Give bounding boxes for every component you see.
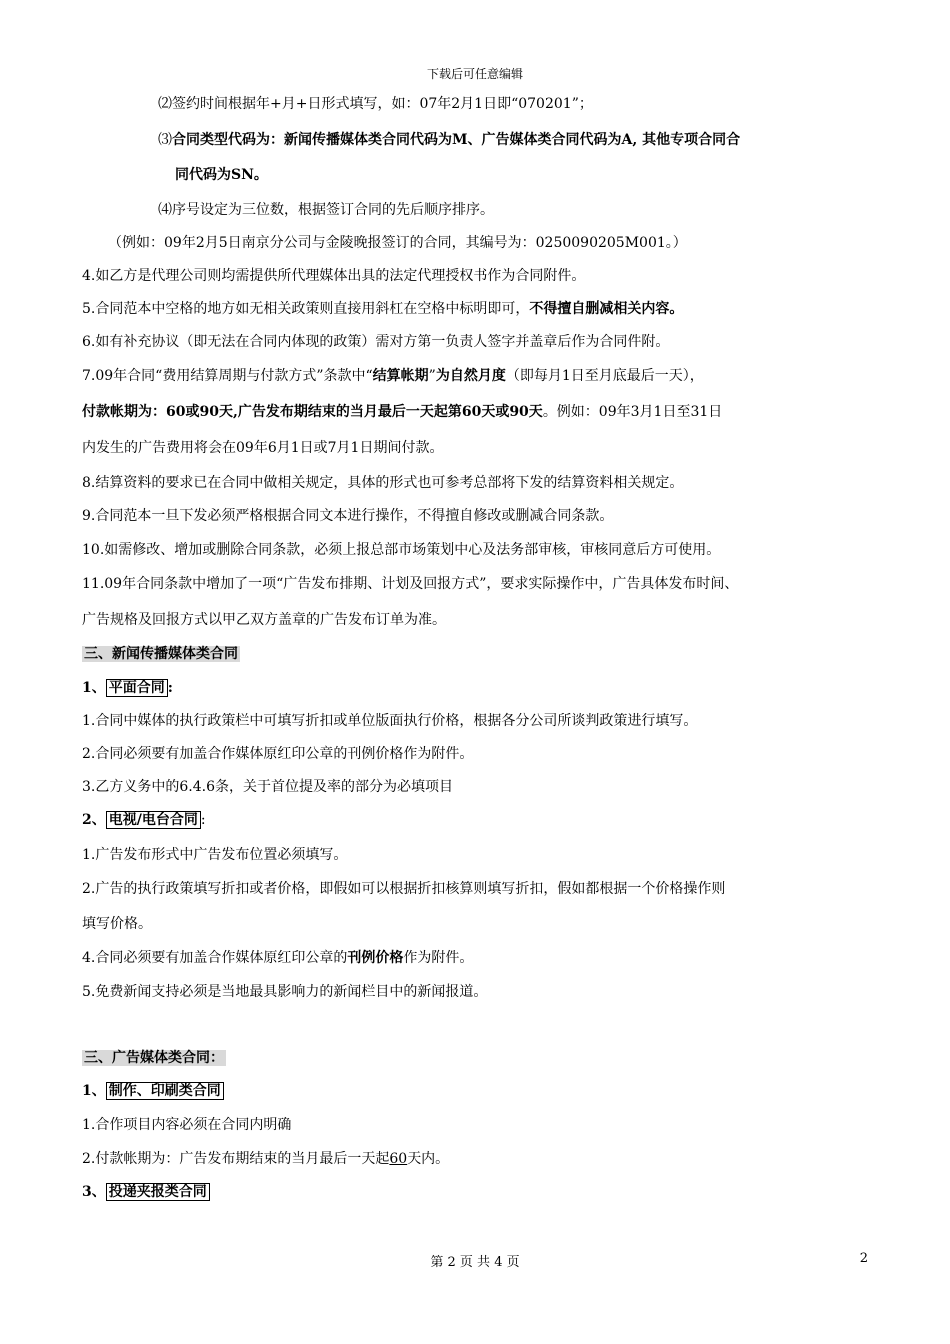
rule-emphasis: 结算帐期: [372, 368, 429, 384]
rule-emphasis: 刊例价格: [347, 950, 404, 966]
page-header: 下载后可任意编辑: [426, 67, 523, 81]
rule-11: 11.09年合同条款中增加了一项“广告发布排期、计划及回报方式”，要求实际操作中，广告具体发布时间、: [82, 576, 739, 592]
item-contract-type-cont: 同代码为SN。: [175, 167, 268, 183]
subsection-label: 投递夹报类合同: [106, 1183, 210, 1201]
item-sequence: ⑷序号设定为三位数，根据签订合同的先后顺序排序。: [158, 202, 494, 218]
rule-9: 9.合同范本一旦下发必须严格根据合同文本进行操作，不得擅自修改或删减合同条款。: [82, 508, 614, 524]
subsection-label: 制作、印刷类合同: [106, 1082, 224, 1100]
item-contract-type: [158, 130, 740, 150]
rule-text: 5.合同范本中空格的地方如无相关政策则直接用斜杠在空格中标明即可，: [82, 301, 530, 317]
rule-text: 4.合同必须要有加盖合作媒体原红印公章的: [82, 950, 348, 966]
print-rule-2: 2.合同必须要有加盖合作媒体原红印公章的刊例价格作为附件。: [82, 746, 474, 762]
rule-7-cont2: 内发生的广告费用将会在09年6月1日或7月1日期间付款。: [82, 440, 444, 456]
rule-5: [82, 299, 683, 319]
tv-rule-4: [82, 948, 473, 968]
subsection-label: 电视/电台合同: [106, 811, 201, 829]
tv-rule-2: 2.广告的执行政策填写折扣或者价格，即假如可以根据折扣核算则填写折扣，假如都根据一个价格操作则: [82, 881, 726, 897]
page-number: 2: [859, 1251, 868, 1266]
rule-underlined: 60: [389, 1151, 408, 1167]
tv-rule-2-cont: 填写价格。: [82, 916, 152, 932]
subsection-number: 3、: [82, 1184, 106, 1200]
rule-text: 2.付款帐期为：广告发布期结束的当月最后一天起: [82, 1151, 390, 1167]
section-title: 三、新闻传播媒体类合同: [84, 646, 238, 662]
rule-4: 4.如乙方是代理公司则均需提供所代理媒体出具的法定代理授权书作为合同附件。: [82, 268, 586, 284]
rule-6: 6.如有补充协议（即无法在合同内体现的政策）需对方第一负责人签字并盖章后作为合同件附。: [82, 334, 670, 350]
rule-text: 作为附件。: [403, 950, 474, 966]
rule-10: 10.如需修改、增加或删除合同条款，必须上报总部市场策划中心及法务部审核，审核同意后方可使用。: [82, 542, 721, 558]
section-title: 三、广告媒体类合同：: [84, 1050, 224, 1066]
item-text: 合同类型代码为：新闻传播媒体类合同代码为M、广告媒体类合同代码为A, 其他专项合同合: [172, 132, 741, 148]
rule-emphasis: 不得擅自删减相关内容。: [529, 301, 684, 317]
subsection-production: [82, 1081, 224, 1101]
rule-text: （即每月1日至月底最后一天），: [505, 368, 704, 384]
page-footer: 第 2 页 共 4 页: [430, 1255, 520, 1270]
production-rule-2: [82, 1149, 449, 1169]
print-rule-1: 1.合同中媒体的执行政策栏中可填写折扣或单位版面执行价格，根据各分公司所谈判政策进行填写。: [82, 713, 698, 729]
rule-text: 。例如：09年3月1日至31日: [542, 404, 723, 420]
subsection-colon: :: [200, 812, 206, 828]
rule-7-cont: [82, 402, 722, 422]
item-number: ⑶: [158, 132, 172, 148]
rule-11-cont: 广告规格及回报方式以甲乙双方盖章的广告发布订单为准。: [82, 612, 446, 628]
rule-emphasis: 为自然月度: [435, 368, 506, 384]
section-title-ad-media: [82, 1048, 226, 1068]
print-rule-3: 3.乙方义务中的6.4.6条，关于首位提及率的部分为必填项目: [82, 779, 453, 795]
production-rule-1: 1.合作项目内容必须在合同内明确: [82, 1117, 292, 1133]
subsection-label: 平面合同: [106, 679, 168, 697]
rule-8: 8.结算资料的要求已在合同中做相关规定，具体的形式也可参考总部将下发的结算资料相关规定。: [82, 475, 684, 491]
subsection-delivery: [82, 1182, 210, 1202]
rule-7: [82, 366, 704, 386]
rule-text: ”: [428, 368, 436, 384]
subsection-colon: :: [167, 680, 173, 696]
subsection-tv-radio: [82, 810, 206, 830]
rule-text: 7.09年合同“费用结算周期与付款方式”条款中“: [82, 368, 373, 384]
item-sign-date: ⑵签约时间根据年+月+日形式填写，如：07年2月1日即“070201”；: [158, 96, 593, 112]
section-title-news-media: [82, 644, 240, 664]
rule-text: 天内。: [407, 1151, 450, 1167]
subsection-number: 2、: [82, 812, 106, 828]
example-note: （例如：09年2月5日南京分公司与金陵晚报签订的合同，其编号为：0250090205M001。）: [108, 235, 687, 251]
subsection-number: 1、: [82, 680, 106, 696]
tv-rule-5: 5.免费新闻支持必须是当地最具影响力的新闻栏目中的新闻报道。: [82, 984, 488, 1000]
tv-rule-1: 1.广告发布形式中广告发布位置必须填写。: [82, 847, 348, 863]
subsection-number: 1、: [82, 1083, 106, 1099]
subsection-print: [82, 678, 173, 698]
rule-emphasis: 付款帐期为：60或90天,广告发布期结束的当月最后一天起第60天或90天: [82, 404, 543, 420]
